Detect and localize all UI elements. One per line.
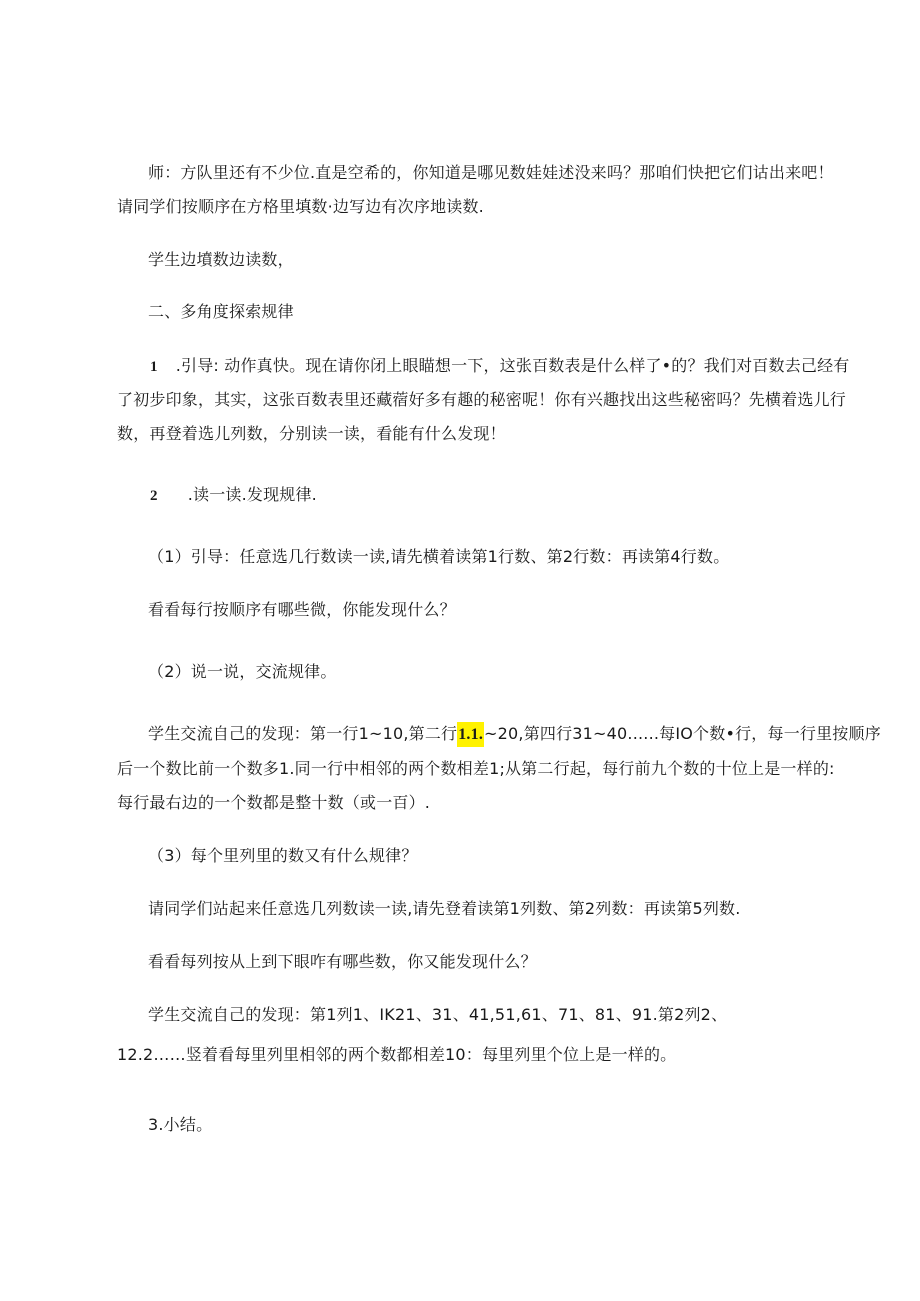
item2-number: 2 xyxy=(150,488,158,504)
paragraph-students-fill: 学生边墳数边读数， xyxy=(148,250,294,269)
paragraph-teacher-line2: 请同学们按顺序在方格里填数·边写边有次序地读数. xyxy=(117,197,484,216)
item2-line xyxy=(150,485,317,506)
sub3-instruction: 请同学们站起来任意选几列数读一读,请先登着读第1列数、第2列数：再读第5列数. xyxy=(148,899,741,918)
sub1-guide: （1）引导：任意选几行数读一读,请先横着读第1行数、第2行数：再读第4行数。 xyxy=(148,547,730,566)
sub1-question: 看看每行按顺序有哪些微，你能发现什么？ xyxy=(148,600,456,619)
discussion1-part-a: 学生交流自己的发现：第一行1~10,第二行 xyxy=(148,724,458,743)
item1-line3: 数，再登着选儿列数，分别读一读，看能有什么发现！ xyxy=(117,424,506,443)
discussion2-line2: 12.2……竖着看每里列里相邻的两个数都相差10：每里列里个位上是一样的。 xyxy=(117,1045,677,1064)
discussion1-line1 xyxy=(148,724,881,745)
discussion1-line2: 后一个数比前一个数多1.同一行中相邻的两个数相差1;从第二行起，每行前九个数的十位上是一样的: xyxy=(117,759,835,778)
sub2-discuss: （2）说一说，交流规律。 xyxy=(148,662,337,681)
item2-text: .读一读.发现规律. xyxy=(187,485,317,504)
item1-text: .引导: 动作真快。现在请你闭上眼瞄想一下，这张百数表是什么样了•的？我们对百数去己经有 xyxy=(175,356,850,375)
discussion1-part-b: ~20,第四行31~40......每IO个数•行，每一行里按顺序 xyxy=(484,724,881,743)
discussion2-line1: 学生交流自己的发现：第1列1、IK21、31、41,51,61、71、81、91.第2列2、 xyxy=(148,1005,728,1024)
item3-summary: 3.小结。 xyxy=(148,1115,213,1134)
highlighted-text: 1.1. xyxy=(457,722,484,747)
discussion1-line3: 每行最右边的一个数都是整十数（或一百）. xyxy=(117,793,431,812)
item1-line1 xyxy=(150,356,850,377)
item1-number: 1 xyxy=(150,359,158,375)
item1-line2: 了初步印象，其实，这张百数表里还藏蓿好多有趣的秘密呢！你有兴趣找出这些秘密吗？先横着选儿行 xyxy=(117,390,847,409)
paragraph-teacher-line1: 师：方队里还有不少位.直是空希的，你知道是哪见数娃娃述没来吗？那咱们快把它们诂出来吧！ xyxy=(148,163,834,182)
sub3-followup: 看看每列按从上到下眼咋有哪些数，你又能发现什么？ xyxy=(148,952,537,971)
sub3-question: （3）每个里列里的数又有什么规律？ xyxy=(148,846,418,865)
section-heading-explore: 二、多角度探索规律 xyxy=(148,302,294,321)
